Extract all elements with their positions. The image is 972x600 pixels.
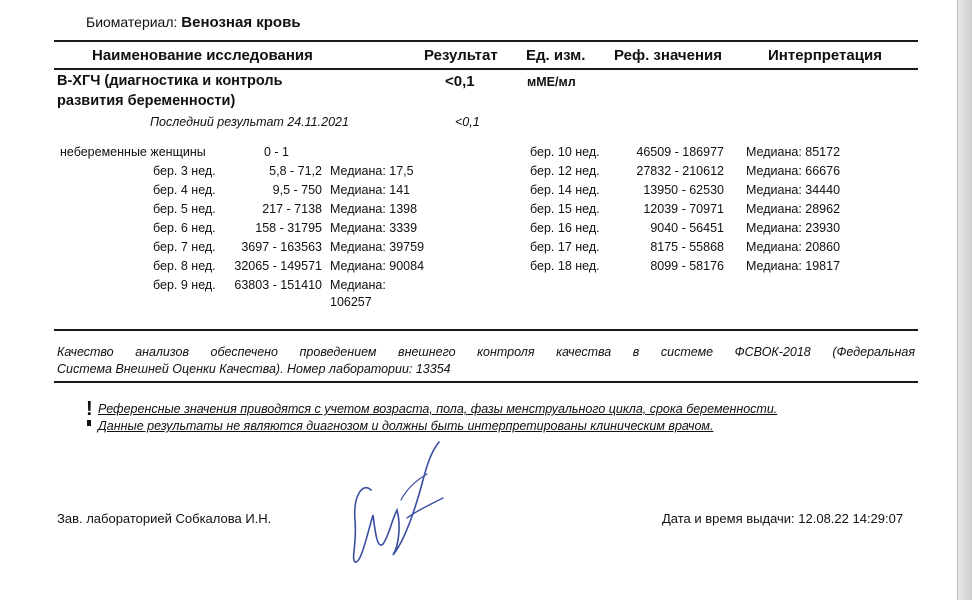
- ref-range: 158 - 31795: [255, 221, 322, 235]
- quality-top-rule: [54, 329, 918, 331]
- biomaterial-value: Венозная кровь: [181, 14, 301, 31]
- notice-line1: Референсные значения приводятся с учетом возраста, пола, фазы менструального цикла, срока беременности.: [98, 402, 778, 416]
- header-result: Результат: [424, 47, 498, 64]
- ref-median: Медиана: 90084: [330, 259, 425, 273]
- viewer-background: [958, 0, 972, 600]
- ref-range: 9,5 - 750: [272, 183, 322, 197]
- ref-week: бер. 3 нед.: [153, 164, 216, 178]
- biomaterial-row: [86, 14, 301, 31]
- ref-week: бер. 15 нед.: [530, 202, 600, 216]
- ref-week: бер. 7 нед.: [153, 240, 216, 254]
- ref-range: 8099 - 58176: [650, 259, 724, 273]
- ref-week: бер. 17 нед.: [530, 240, 600, 254]
- ref-median: Медиана: 3339: [330, 221, 418, 235]
- last-result-label: Последний результат 24.11.2021: [150, 115, 349, 129]
- ref-range: 12039 - 70971: [643, 202, 724, 216]
- ref-range: 3697 - 163563: [241, 240, 322, 254]
- warning-icon: !: [86, 398, 93, 420]
- ref-median: Медиана: 39759: [330, 240, 425, 254]
- ref-week: бер. 18 нед.: [530, 259, 600, 273]
- ref-median: Медиана: 141: [330, 183, 411, 197]
- test-unit: мМЕ/мл: [527, 75, 576, 89]
- ref-median: Медиана: 19817: [746, 259, 841, 273]
- quality-line1: Качество анализов обеспечено проведением внешнего контроля качества в системе ФСВОК-2018 (Федеральная: [57, 345, 915, 359]
- nonpregnant-label: небеременные женщины: [60, 145, 206, 159]
- ref-week: бер. 8 нед.: [153, 259, 216, 273]
- ref-median: Медиана: 28962: [746, 202, 841, 216]
- ref-range: 9040 - 56451: [650, 221, 724, 235]
- issue-datetime: Дата и время выдачи: 12.08.22 14:29:07: [662, 511, 904, 526]
- ref-range: 217 - 7138: [262, 202, 322, 216]
- ref-week: бер. 6 нед.: [153, 221, 216, 235]
- ref-range: 63803 - 151410: [234, 278, 322, 292]
- nonpregnant-range: 0 - 1: [264, 145, 290, 159]
- table-top-rule: [54, 40, 918, 42]
- ref-week: бер. 5 нед.: [153, 202, 216, 216]
- ref-median: Медиана: 1398: [330, 202, 418, 216]
- ref-range: 13950 - 62530: [643, 183, 724, 197]
- test-name-line1: B-ХГЧ (диагностика и контроль: [57, 73, 283, 89]
- lab-head: Зав. лабораторией Собкалова И.Н.: [57, 511, 272, 526]
- ref-range: 46509 - 186977: [636, 145, 724, 159]
- ref-range: 5,8 - 71,2: [269, 164, 322, 178]
- ref-week: бер. 10 нед.: [530, 145, 600, 159]
- ref-median: Медиана: 34440: [746, 183, 841, 197]
- test-result: <0,1: [445, 73, 475, 90]
- ref-week: бер. 4 нед.: [153, 183, 216, 197]
- ref-median-cont: 106257: [330, 295, 372, 309]
- ref-median: Медиана: 20860: [746, 240, 841, 254]
- ref-median: Медиана: 23930: [746, 221, 841, 235]
- table-header-rule: [54, 68, 918, 70]
- ref-range: 27832 - 210612: [636, 164, 724, 178]
- ref-week: бер. 16 нед.: [530, 221, 600, 235]
- ref-range: 32065 - 149571: [234, 259, 322, 273]
- notice-line2: Данные результаты не являются диагнозом и должны быть интерпретированы клиническим врачом.: [98, 419, 714, 433]
- last-result-value: <0,1: [455, 115, 480, 129]
- signature: [335, 440, 455, 575]
- quality-bottom-rule: [54, 381, 918, 383]
- ref-median: Медиана: 17,5: [330, 164, 414, 178]
- ref-week: бер. 14 нед.: [530, 183, 600, 197]
- ref-median: Медиана:: [330, 278, 386, 292]
- biomaterial-label: Биоматериал:: [86, 14, 178, 30]
- ref-median: Медиана: 66676: [746, 164, 841, 178]
- header-unit: Ед. изм.: [526, 47, 586, 64]
- warning-icon-base: [87, 420, 91, 426]
- ref-week: бер. 9 нед.: [153, 278, 216, 292]
- header-interp: Интерпретация: [768, 47, 882, 64]
- ref-range: 8175 - 55868: [650, 240, 724, 254]
- header-name: Наименование исследования: [92, 47, 313, 64]
- quality-line2: Система Внешней Оценки Качества). Номер лаборатории: 13354: [57, 362, 451, 376]
- ref-week: бер. 12 нед.: [530, 164, 600, 178]
- ref-median: Медиана: 85172: [746, 145, 841, 159]
- test-name-line2: развития беременности): [57, 93, 236, 109]
- header-ref: Реф. значения: [614, 47, 723, 64]
